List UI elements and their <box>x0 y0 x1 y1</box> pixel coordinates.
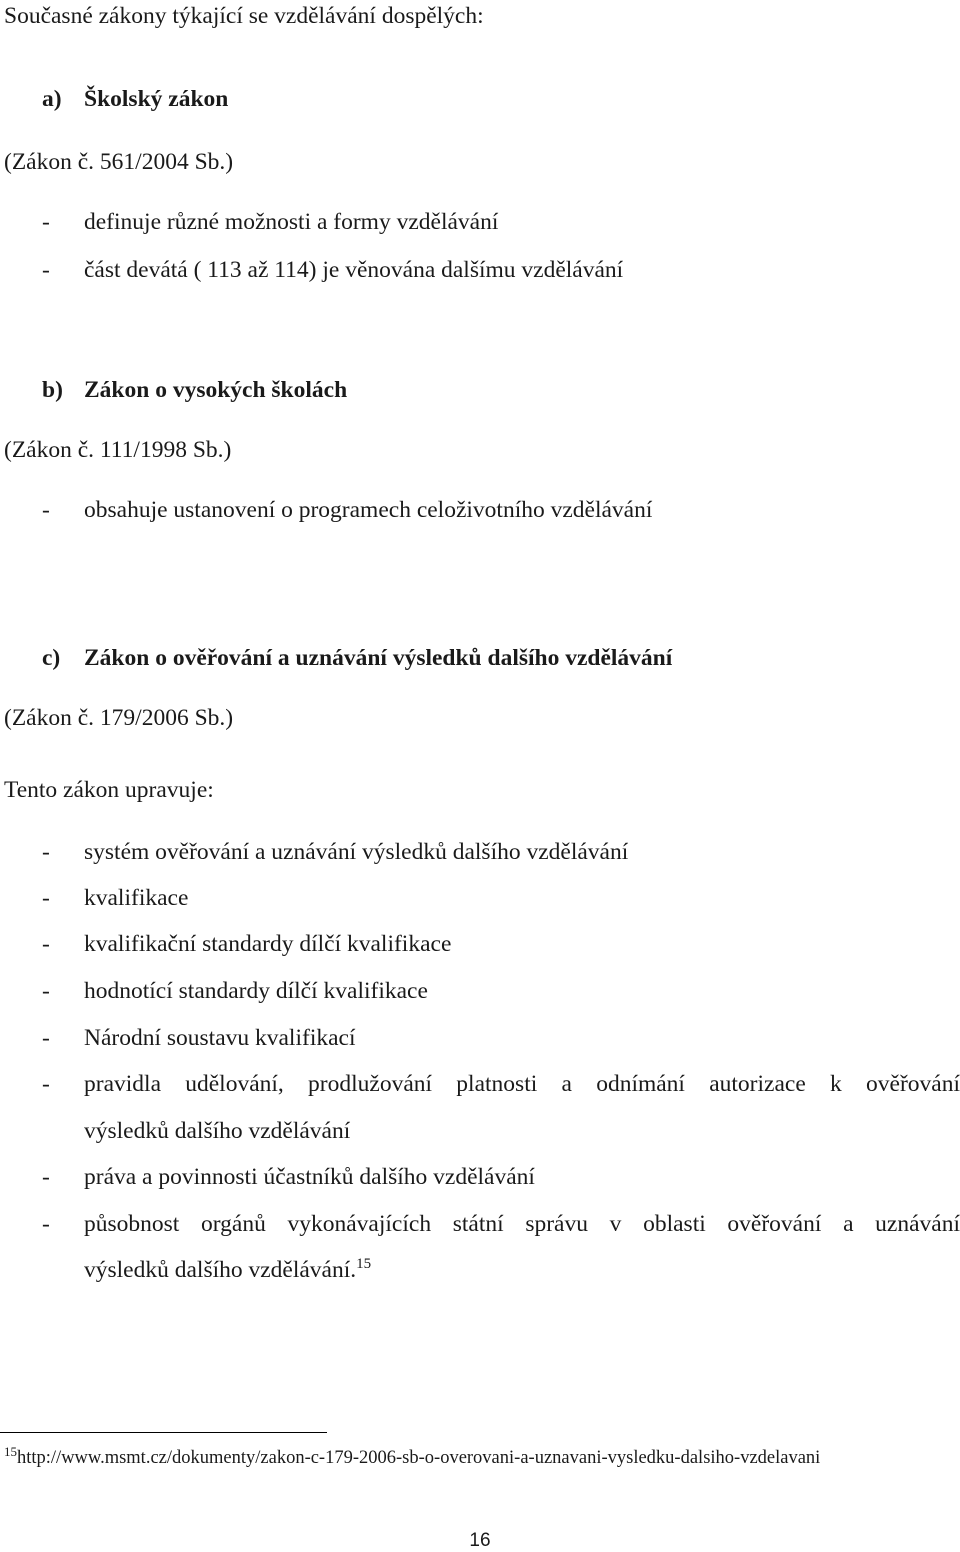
list-item-text: výsledků dalšího vzdělávání. <box>84 1257 357 1283</box>
page-number: 16 <box>469 1530 491 1551</box>
section-b-marker: b) <box>42 377 63 403</box>
list-dash: - <box>42 257 50 283</box>
list-dash: - <box>42 1025 50 1051</box>
list-item: práva a povinnosti účastníků dalšího vzdělávání <box>84 1164 535 1190</box>
list-dash: - <box>42 885 50 911</box>
list-item: definuje různé možnosti a formy vzdělávání <box>84 209 499 235</box>
section-a-title: Školský zákon <box>84 86 229 112</box>
section-b-title: Zákon o vysokých školách <box>84 377 348 403</box>
list-item-continuation: výsledků dalšího vzdělávání <box>84 1118 351 1144</box>
section-c-citation: (Zákon č. 179/2006 Sb.) <box>4 705 234 731</box>
list-item: část devátá ( 113 až 114) je věnována dalšímu vzdělávání <box>84 257 624 283</box>
list-dash: - <box>42 839 50 865</box>
section-c-marker: c) <box>42 645 61 671</box>
list-item: Národní soustavu kvalifikací <box>84 1025 356 1051</box>
list-item: působnost orgánů vykonávajících státní správu v oblasti ověřování a uznávání <box>84 1211 960 1237</box>
section-a-marker: a) <box>42 86 62 112</box>
list-dash: - <box>42 978 50 1004</box>
footnote-separator <box>0 1432 327 1433</box>
list-item: pravidla udělování, prodlužování platnosti a odnímání autorizace k ověřování <box>84 1071 960 1097</box>
page-heading: Současné zákony týkající se vzdělávání dospělých: <box>4 3 484 29</box>
list-item: hodnotící standardy dílčí kvalifikace <box>84 978 428 1004</box>
footnote-link[interactable]: http://www.msmt.cz/dokumenty/zakon-c-179-2006-sb-o-overovani-a-uznavani-vysledku-dalsiho-vzdelavani <box>17 1448 821 1468</box>
list-item: systém ověřování a uznávání výsledků dalšího vzdělávání <box>84 839 629 865</box>
list-item: obsahuje ustanovení o programech celoživotního vzdělávání <box>84 497 653 523</box>
list-dash: - <box>42 1071 50 1097</box>
list-dash: - <box>42 497 50 523</box>
list-dash: - <box>42 1211 50 1237</box>
footnote-reference[interactable]: 15 <box>356 1256 372 1273</box>
list-dash: - <box>42 1164 50 1190</box>
list-dash: - <box>42 209 50 235</box>
section-c-intro: Tento zákon upravuje: <box>4 777 214 803</box>
section-c-title: Zákon o ověřování a uznávání výsledků dalšího vzdělávání <box>84 645 673 671</box>
list-dash: - <box>42 931 50 957</box>
footnote-number: 15 <box>4 1443 17 1459</box>
section-a-citation: (Zákon č. 561/2004 Sb.) <box>4 149 234 175</box>
list-item: kvalifikace <box>84 885 189 911</box>
list-item-continuation <box>84 1256 371 1284</box>
section-b-citation: (Zákon č. 111/1998 Sb.) <box>4 437 232 463</box>
footnote <box>4 1443 821 1469</box>
list-item: kvalifikační standardy dílčí kvalifikace <box>84 931 452 957</box>
